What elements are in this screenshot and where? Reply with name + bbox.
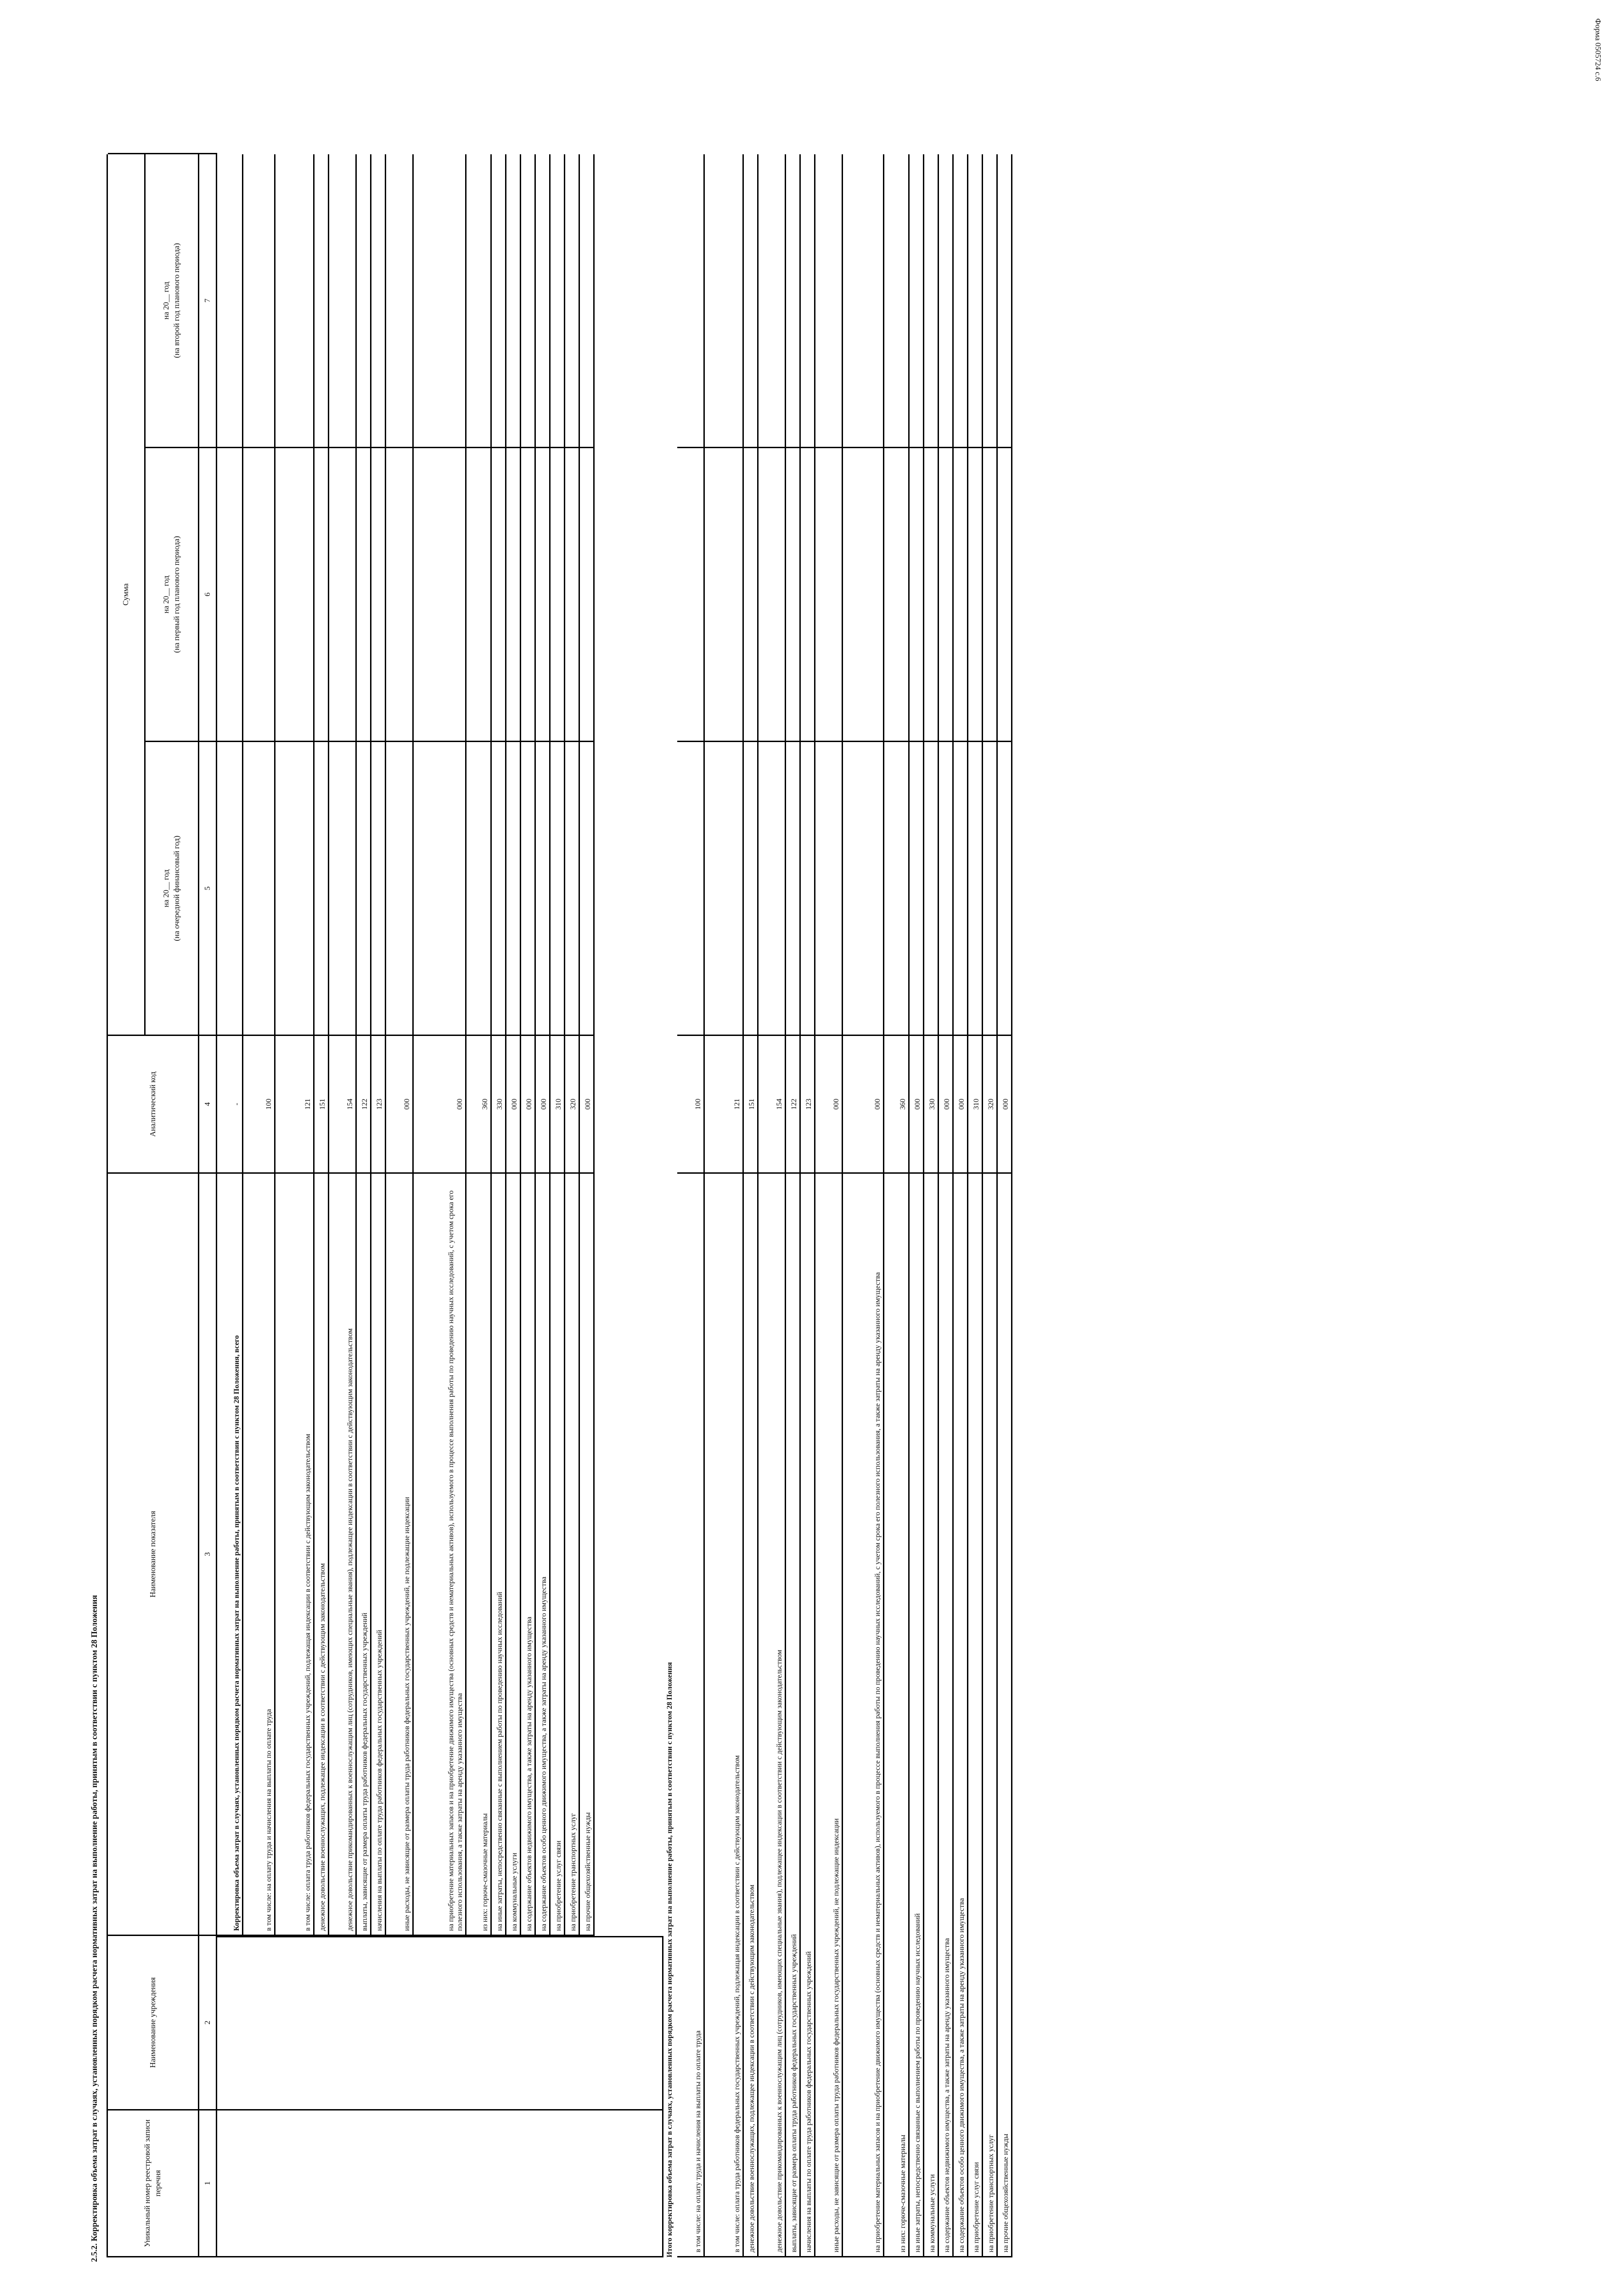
- row-sum-year-3[interactable]: [386, 154, 412, 448]
- row-analytic-code: 100: [243, 1036, 274, 1174]
- row-indicator-name: на приобретение материальных запасов и на приобретение движимого имущества (основных средств и нематериальных активов), используемого в процессе выполнения работы по проведению научных исследований, с учетом срока его полезного использования, а также затраты на аренду указанного имущества: [447, 1190, 464, 1931]
- column-number: 2: [199, 1935, 217, 2109]
- row-sum-year-1[interactable]: [536, 742, 549, 1036]
- row-sum-year-1[interactable]: [580, 742, 593, 1036]
- row-sum-year-2[interactable]: [506, 448, 520, 742]
- row-sum-year-1[interactable]: [551, 742, 564, 1036]
- row-indicator-name: в том числе: на оплату труда и начисления на выплаты по оплате труда: [694, 2030, 702, 2252]
- row-sum-year-1[interactable]: [759, 742, 785, 1036]
- row-sum-year-2[interactable]: [983, 448, 996, 742]
- table-row: [551, 154, 565, 1935]
- row-indicator-name: Корректировка объема затрат в случаях, установленных порядком расчета нормативных затрат на выполнение работы, принятым в соответствии с пунктом 28 Положения, всего: [233, 1335, 241, 1931]
- row-indicator-name: из них: горюче-смазочные материалы: [899, 2134, 907, 2252]
- header-year-1: на 20__ год (на очередной финансовый год): [146, 741, 199, 1035]
- row-indicator-name: начисления на выплаты по оплате труда работников федеральных государственных учреждений: [805, 1951, 813, 2252]
- row-sum-year-2[interactable]: [968, 448, 982, 742]
- row-sum-year-3[interactable]: [580, 154, 593, 448]
- row-sum-year-1[interactable]: [275, 742, 313, 1036]
- table-row: [677, 154, 705, 2256]
- row-analytic-code: 000: [815, 1036, 842, 1174]
- table-row: [884, 154, 910, 2256]
- row-sum-year-3[interactable]: [884, 154, 908, 448]
- row-analytic-code: 000: [954, 1036, 967, 1174]
- row-analytic-code: 123: [371, 1036, 385, 1174]
- row-indicator-name: выплаты, зависящие от размера оплаты труда работников федеральных государственных учреждений: [790, 1934, 798, 2252]
- row-analytic-code: 121: [275, 1036, 313, 1174]
- table-row: [275, 154, 315, 1935]
- row-sum-year-1[interactable]: [968, 742, 982, 1036]
- row-sum-year-1[interactable]: [744, 742, 757, 1036]
- row-analytic-code: 000: [506, 1036, 520, 1174]
- row-analytic-code: 360: [466, 1036, 490, 1174]
- header-year-2: на 20__ год (на первый год планового периода): [146, 447, 199, 741]
- row-indicator-name: денежное довольствие прикомандированных к военнослужащим лиц (сотрудников, имеющих специальные звания), подлежащее индексации в соответствии с действующим законодательством: [776, 1649, 783, 2252]
- table-row: [924, 154, 939, 2256]
- header-analytic-code: Аналитический код: [108, 1035, 199, 1172]
- column-number: 6: [199, 447, 217, 741]
- column-number: 1: [199, 2109, 217, 2256]
- row-analytic-code: 310: [551, 1036, 564, 1174]
- table-row: [536, 154, 551, 1935]
- header-registry-number: Уникальный номер реестровой записи перечня: [108, 2109, 199, 2256]
- table-row: [466, 154, 492, 1935]
- row-sum-year-3[interactable]: [506, 154, 520, 448]
- row-indicator-name: на коммунальные услуги: [928, 2174, 936, 2252]
- table-row: [521, 154, 536, 1935]
- row-analytic-code: 000: [939, 1036, 952, 1174]
- row-sum-year-2[interactable]: [580, 448, 593, 742]
- row-sum-year-3[interactable]: [786, 154, 799, 448]
- row-sum-year-2[interactable]: [536, 448, 549, 742]
- row-analytic-code: 122: [357, 1036, 370, 1174]
- row-indicator-name: иные расходы, не зависящие от размера оплаты труда работников федеральных государственных учреждений, не подлежащие индексации: [403, 1497, 411, 1931]
- column-number: 5: [199, 741, 217, 1035]
- row-indicator-name: на приобретение услуг связи: [555, 1840, 562, 1931]
- row-sum-year-1[interactable]: [565, 742, 579, 1036]
- row-indicator-name: на приобретение материальных запасов и на приобретение движимого имущества (основных средств и нематериальных активов), используемого в процессе выполнения работы по проведению научных исследований, с учетом срока его полезного использования, а также затраты на аренду указанного имущества: [874, 1272, 882, 2252]
- table-row: [216, 154, 243, 1935]
- row-sum-year-3[interactable]: [243, 154, 274, 448]
- row-sum-year-2[interactable]: [998, 448, 1011, 742]
- row-analytic-code: 360: [884, 1036, 908, 1174]
- row-indicator-name: денежное довольствие военнослужащих, подлежащее индексации в соответствии с действующим законодательством: [319, 1563, 326, 1931]
- row-sum-year-2[interactable]: [466, 448, 490, 742]
- row-sum-year-2[interactable]: [815, 448, 842, 742]
- row-sum-year-3[interactable]: [216, 154, 242, 448]
- row-sum-year-2[interactable]: [551, 448, 564, 742]
- table-row: [506, 154, 521, 1935]
- group-2-rows: [677, 154, 1012, 2257]
- row-indicator-name: в том числе: на оплату труда и начисления на выплаты по оплате труда: [265, 1709, 273, 1931]
- table-row: [744, 154, 759, 2256]
- row-analytic-code: 310: [968, 1036, 982, 1174]
- row-sum-year-1[interactable]: [998, 742, 1011, 1036]
- row-sum-year-2[interactable]: [801, 448, 814, 742]
- row-sum-year-2[interactable]: [924, 448, 938, 742]
- row-sum-year-2[interactable]: [414, 448, 465, 742]
- column-number: 7: [199, 153, 217, 447]
- row-analytic-code: 330: [924, 1036, 938, 1174]
- row-sum-year-3[interactable]: [466, 154, 490, 448]
- table-row: [705, 154, 744, 2256]
- row-analytic-code: 000: [998, 1036, 1011, 1174]
- row-sum-year-3[interactable]: [357, 154, 370, 448]
- row-indicator-name: выплаты, зависящие от размера оплаты труда работников федеральных государственных учреждений: [361, 1612, 369, 1931]
- row-sum-year-1[interactable]: [506, 742, 520, 1036]
- row-sum-year-1[interactable]: [786, 742, 799, 1036]
- table-row: [243, 154, 275, 1935]
- rotated-form-page: [0, 104, 1613, 2296]
- column-number: 4: [199, 1035, 217, 1172]
- row-sum-year-1[interactable]: [216, 742, 242, 1036]
- row-analytic-code: 320: [983, 1036, 996, 1174]
- row-analytic-code: 000: [386, 1036, 412, 1174]
- row-sum-year-3[interactable]: [329, 154, 355, 448]
- row-sum-year-1[interactable]: [371, 742, 385, 1036]
- row-sum-year-2[interactable]: [492, 448, 505, 742]
- row-sum-year-2[interactable]: [216, 448, 242, 742]
- row-analytic-code: 000: [414, 1036, 465, 1174]
- total-title: Итого корректировка объема затрат в случаях, установленных порядком расчета нормативных затрат на выполнение работы, принятым в соответствии с пунктом 28 Положения: [666, 1662, 674, 2257]
- table-row: [968, 154, 983, 2256]
- row-sum-year-3[interactable]: [910, 154, 923, 448]
- row-indicator-name: на приобретение транспортных услуг: [569, 1813, 577, 1931]
- row-indicator-name: в том числе: оплата труда работников федеральных государственных учреждений, подлежащая индексации в соответствии с действующим законодательством: [733, 1755, 741, 2252]
- table-row: [910, 154, 924, 2256]
- row-analytic-code: 000: [536, 1036, 549, 1174]
- row-analytic-code: 000: [843, 1036, 883, 1174]
- row-sum-year-1[interactable]: [983, 742, 996, 1036]
- row-sum-year-3[interactable]: [371, 154, 385, 448]
- row-indicator-name: на содержание объектов недвижимого имущества, а также затраты на аренду указанного имущества: [525, 1616, 533, 1931]
- row-analytic-code: 122: [786, 1036, 799, 1174]
- row-sum-year-3[interactable]: [954, 154, 967, 448]
- table-row: [939, 154, 954, 2256]
- row-sum-year-2[interactable]: [243, 448, 274, 742]
- group-1-rows: [216, 154, 595, 1936]
- row-sum-year-1[interactable]: [910, 742, 923, 1036]
- header-institution-name: Наименование учреждения: [108, 1935, 199, 2109]
- table-row: [954, 154, 968, 2256]
- row-indicator-name: на содержание объектов особо ценного движимого имущества, а также затраты на аренду указанного имущества: [958, 1898, 966, 2252]
- row-indicator-name: на содержание объектов недвижимого имущества, а также затраты на аренду указанного имущества: [943, 1938, 951, 2252]
- row-indicator-name: иные расходы, не зависящие от размера оплаты труда работников федеральных государственных учреждений, не подлежащие индексации: [832, 1818, 840, 2252]
- row-sum-year-1[interactable]: [815, 742, 842, 1036]
- row-sum-year-3[interactable]: [843, 154, 883, 448]
- row-analytic-code: -: [216, 1036, 242, 1174]
- row-sum-year-2[interactable]: [843, 448, 883, 742]
- table-row: [371, 154, 386, 1935]
- row-sum-year-2[interactable]: [786, 448, 799, 742]
- row-analytic-code: 121: [705, 1036, 742, 1174]
- row-sum-year-1[interactable]: [492, 742, 505, 1036]
- row-sum-year-1[interactable]: [801, 742, 814, 1036]
- row-sum-year-2[interactable]: [744, 448, 757, 742]
- row-sum-year-2[interactable]: [677, 448, 703, 742]
- row-sum-year-2[interactable]: [315, 448, 328, 742]
- row-indicator-name: на содержание объектов особо ценного движимого имущества, а также затраты на аренду указанного имущества: [540, 1576, 548, 1931]
- row-indicator-name: на иные затраты, непосредственно связанные с выполнением работы по проведению научных исследований: [496, 1592, 504, 1931]
- row-sum-year-1[interactable]: [954, 742, 967, 1036]
- form-number-label: Форма 0505724 с.6: [1594, 18, 1602, 81]
- row-sum-year-2[interactable]: [357, 448, 370, 742]
- row-sum-year-2[interactable]: [565, 448, 579, 742]
- table-row: [386, 154, 414, 1935]
- row-analytic-code: 123: [801, 1036, 814, 1174]
- header-year-3: на 20__ год (на второй год планового периода): [146, 153, 199, 447]
- table-row: [315, 154, 329, 1935]
- row-sum-year-3[interactable]: [315, 154, 328, 448]
- row-sum-year-1[interactable]: [843, 742, 883, 1036]
- row-analytic-code: 100: [677, 1036, 703, 1174]
- row-sum-year-3[interactable]: [565, 154, 579, 448]
- table-row: [565, 154, 580, 1935]
- header-sum: Сумма: [108, 153, 146, 1035]
- row-indicator-name: на прочие общехозяйственные нужды: [1002, 2133, 1010, 2252]
- row-sum-year-2[interactable]: [275, 448, 313, 742]
- row-sum-year-1[interactable]: [677, 742, 703, 1036]
- row-analytic-code: 000: [580, 1036, 593, 1174]
- row-indicator-name: начисления на выплаты по оплате труда работников федеральных государственных учреждений: [376, 1630, 383, 1931]
- row-indicator-name: на прочие общехозяйственные нужды: [584, 1812, 592, 1931]
- row-sum-year-3[interactable]: [677, 154, 703, 448]
- row-analytic-code: 000: [521, 1036, 534, 1174]
- row-sum-year-3[interactable]: [924, 154, 938, 448]
- section-title: 2.5.2. Корректировка объема затрат в случаях, установленных порядком расчета нормативных затрат на выполнение работы, принятым в соответствии с пунктом 28 Положения: [90, 1595, 99, 2262]
- row-sum-year-3[interactable]: [744, 154, 757, 448]
- row-analytic-code: 154: [329, 1036, 355, 1174]
- row-sum-year-1[interactable]: [357, 742, 370, 1036]
- row-indicator-name: на коммунальные услуги: [511, 1852, 518, 1931]
- row-indicator-name: денежное довольствие военнослужащих, подлежащее индексации в соответствии с действующим законодательством: [748, 1885, 756, 2252]
- row-sum-year-1[interactable]: [315, 742, 328, 1036]
- row-sum-year-1[interactable]: [414, 742, 465, 1036]
- table-row: [998, 154, 1012, 2256]
- row-sum-year-1[interactable]: [466, 742, 490, 1036]
- table-header: [107, 154, 216, 2257]
- row-sum-year-3[interactable]: [551, 154, 564, 448]
- row-sum-year-2[interactable]: [371, 448, 385, 742]
- row-analytic-code: 330: [492, 1036, 505, 1174]
- row-indicator-name: на иные затраты, непосредственно связанные с выполнением работы по проведению научных исследований: [914, 1913, 922, 2252]
- row-sum-year-3[interactable]: [801, 154, 814, 448]
- table-row: [983, 154, 998, 2256]
- row-sum-year-2[interactable]: [329, 448, 355, 742]
- row-sum-year-2[interactable]: [884, 448, 908, 742]
- table-row: [759, 154, 786, 2256]
- header-indicator-name: Наименование показателя: [108, 1172, 199, 1935]
- row-sum-year-3[interactable]: [968, 154, 982, 448]
- row-analytic-code: 151: [744, 1036, 757, 1174]
- table-row: [492, 154, 506, 1935]
- table-row: [414, 154, 466, 1935]
- row-sum-year-2[interactable]: [521, 448, 534, 742]
- row-indicator-name: денежное довольствие прикомандированных к военнослужащим лиц (сотрудников, имеющих специальные звания), подлежащее индексации в соответствии с действующим законодательством: [346, 1328, 354, 1931]
- row-analytic-code: 320: [565, 1036, 579, 1174]
- row-sum-year-3[interactable]: [939, 154, 952, 448]
- row-sum-year-1[interactable]: [705, 742, 742, 1036]
- row-sum-year-1[interactable]: [924, 742, 938, 1036]
- row-indicator-name: в том числе: оплата труда работников федеральных государственных учреждений, подлежащая индексации в соответствии с действующим законодательством: [304, 1434, 312, 1931]
- row-sum-year-2[interactable]: [939, 448, 952, 742]
- row-sum-year-2[interactable]: [954, 448, 967, 742]
- row-indicator-name: на приобретение транспортных услуг: [987, 2134, 995, 2252]
- row-sum-year-2[interactable]: [386, 448, 412, 742]
- row-sum-year-3[interactable]: [492, 154, 505, 448]
- row-sum-year-3[interactable]: [983, 154, 996, 448]
- row-indicator-name: на приобретение услуг связи: [972, 2162, 980, 2252]
- row-sum-year-2[interactable]: [759, 448, 785, 742]
- table-row: [786, 154, 801, 2256]
- row-sum-year-2[interactable]: [910, 448, 923, 742]
- row-sum-year-1[interactable]: [884, 742, 908, 1036]
- row-sum-year-2[interactable]: [705, 448, 742, 742]
- row-sum-year-3[interactable]: [759, 154, 785, 448]
- table-row: [815, 154, 843, 2256]
- table-row: [801, 154, 815, 2256]
- row-sum-year-3[interactable]: [536, 154, 549, 448]
- blank-institution-cells: [216, 1936, 663, 2257]
- table-row: [843, 154, 884, 2256]
- row-sum-year-3[interactable]: [705, 154, 742, 448]
- row-analytic-code: 000: [910, 1036, 923, 1174]
- table-row: [329, 154, 357, 1935]
- row-indicator-name: из них: горюче-смазочные материалы: [481, 1813, 489, 1931]
- row-sum-year-1[interactable]: [243, 742, 274, 1036]
- row-sum-year-3[interactable]: [275, 154, 313, 448]
- row-sum-year-3[interactable]: [998, 154, 1011, 448]
- column-number: 3: [199, 1172, 217, 1935]
- row-sum-year-1[interactable]: [939, 742, 952, 1036]
- row-sum-year-1[interactable]: [521, 742, 534, 1036]
- row-analytic-code: 151: [315, 1036, 328, 1174]
- row-sum-year-1[interactable]: [386, 742, 412, 1036]
- row-sum-year-3[interactable]: [414, 154, 465, 448]
- table-row: [357, 154, 371, 1935]
- row-analytic-code: 154: [759, 1036, 785, 1174]
- row-sum-year-1[interactable]: [329, 742, 355, 1036]
- table-row: [580, 154, 595, 1935]
- row-sum-year-3[interactable]: [815, 154, 842, 448]
- row-sum-year-3[interactable]: [521, 154, 534, 448]
